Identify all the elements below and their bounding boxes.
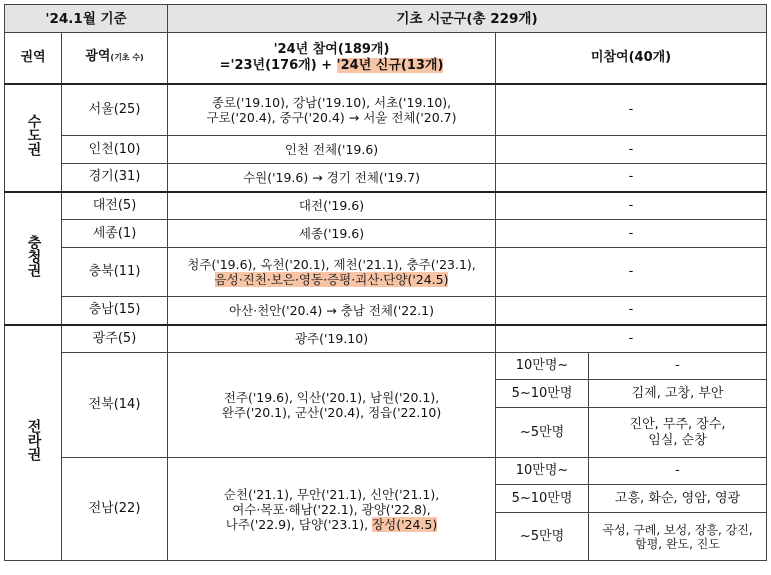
region-capital [5, 84, 62, 192]
jeonbuk-pop3-value-line1: 진안, 무주, 장수, [629, 416, 726, 432]
province-chungnam: 충남(15) [62, 297, 168, 325]
participating-jeonbuk-line1: 전주('19.6), 익산('20.1), 남원('20.1), [223, 390, 440, 405]
participating-jeonnam-2024-new: 장성('24.5) [372, 516, 438, 532]
row-incheon [5, 136, 767, 164]
province-gyeonggi: 경기(31) [62, 164, 168, 192]
participating-chungbuk-line1: 청주('19.6), 옥천('20.1), 제천('21.1), 충주('23.1), [187, 257, 476, 272]
jeonnam-pop1-value: - [589, 458, 767, 485]
participating-jeonnam-line2: 여수·목포·해남('22.1), 광양('22.8), [232, 501, 431, 517]
participating-chungbuk [168, 248, 496, 297]
province-jeonbuk: 전북(14) [62, 353, 168, 458]
row-daejeon [5, 192, 767, 220]
row-seoul [5, 84, 767, 136]
jeonbuk-pop3-value-line2: 임실, 순창 [648, 432, 707, 448]
row-jeonbuk-pop1 [5, 353, 767, 380]
region-jeolla-label: 전라권 [25, 419, 42, 462]
row-gwangju [5, 325, 767, 353]
participating-chungbuk-line2 [172, 272, 491, 287]
jeonnam-pop1-label: 10만명~ [496, 458, 589, 485]
province-sejong: 세종(1) [62, 220, 168, 248]
header-row-1 [5, 5, 767, 33]
participating-jeonbuk [168, 353, 496, 458]
participating-sejong: 세종('19.6) [168, 220, 496, 248]
total-count-header: 기초 시군구(총 229개) [168, 5, 767, 33]
participating-gwangju: 광주('19.10) [168, 325, 496, 353]
province-gwangju: 광주(5) [62, 325, 168, 353]
region-chungcheong [5, 192, 62, 325]
row-jeonnam-pop1 [5, 458, 767, 485]
participating-jeonnam [168, 458, 496, 561]
province-incheon: 인천(10) [62, 136, 168, 164]
province-chungbuk: 충북(11) [62, 248, 168, 297]
jeonbuk-pop2-label: 5~10만명 [496, 380, 589, 408]
jeonbuk-pop3-value [589, 408, 767, 458]
jeonnam-pop3-value-line2: 함평, 완도, 진도 [635, 536, 720, 551]
participating-header-line1: '24년 참여(189개) [273, 41, 390, 57]
participating-chungbuk-2024-new: 음성·진천·보은·영동·증평·괴산·단양('24.5) [214, 272, 449, 287]
jeonnam-pop2-value: 고흥, 화순, 영암, 영광 [589, 485, 767, 513]
province-header-label: 광역 [85, 49, 111, 65]
participating-seoul-line1: 종로('19.10), 강남('19.10), 서초('19.10), [211, 94, 452, 110]
participating-daejeon: 대전('19.6) [168, 192, 496, 220]
participation-table [4, 4, 767, 561]
nonparticipating-seoul: - [496, 84, 767, 136]
nonparticipating-gwangju: - [496, 325, 767, 353]
nonparticipating-daejeon: - [496, 192, 767, 220]
participating-gyeonggi: 수원('19.6) → 경기 전체('19.7) [168, 164, 496, 192]
region-chungcheong-label: 충청권 [25, 234, 42, 277]
participating-header-2023: ='23년(176개) + [219, 57, 337, 73]
nonparticipating-header: 미참여(40개) [496, 33, 767, 84]
row-chungnam [5, 297, 767, 325]
province-daejeon: 대전(5) [62, 192, 168, 220]
jeonbuk-pop3-label: ~5만명 [496, 408, 589, 458]
nonparticipating-incheon: - [496, 136, 767, 164]
region-jeolla [5, 325, 62, 561]
jeonbuk-pop2-value: 김제, 고창, 부안 [589, 380, 767, 408]
nonparticipating-gyeonggi: - [496, 164, 767, 192]
region-capital-label: 수도권 [25, 114, 42, 156]
participating-seoul [168, 84, 496, 136]
participating-incheon: 인천 전체('19.6) [168, 136, 496, 164]
row-chungbuk [5, 248, 767, 297]
jeonnam-pop3-value [589, 513, 767, 561]
participating-jeonnam-line1: 순천('21.1), 무안('21.1), 신안('21.1), [223, 486, 440, 502]
province-jeonnam: 전남(22) [62, 458, 168, 561]
participating-header-2024-new: '24년 신규(13개) [336, 57, 444, 73]
participating-header-line2 [172, 58, 491, 74]
participating-chungnam: 아산·천안('20.4) → 충남 전체('22.1) [168, 297, 496, 325]
jeonnam-pop3-value-line1: 곡성, 구례, 보성, 장흥, 강진, [602, 522, 753, 537]
jeonnam-pop2-label: 5~10만명 [496, 485, 589, 513]
province-header-sub: (기초 수) [110, 53, 144, 63]
jeonnam-pop3-label: ~5만명 [496, 513, 589, 561]
date-basis: '24.1월 기준 [5, 5, 168, 33]
nonparticipating-chungbuk: - [496, 248, 767, 297]
header-row-2 [5, 33, 767, 84]
participating-jeonnam-line3-prev: 나주('22.9), 담양('23.1), [225, 516, 373, 532]
nonparticipating-sejong: - [496, 220, 767, 248]
nonparticipating-chungnam: - [496, 297, 767, 325]
participating-jeonbuk-line2: 완주('20.1), 군산('20.4), 정읍('22.10) [221, 405, 442, 420]
province-seoul: 서울(25) [62, 84, 168, 136]
participating-header [168, 33, 496, 84]
province-header [62, 33, 168, 84]
participating-seoul-line2: 구로('20.4), 중구('20.4) → 서울 전체('20.7) [206, 109, 457, 125]
row-gyeonggi [5, 164, 767, 192]
row-sejong [5, 220, 767, 248]
jeonbuk-pop1-value: - [589, 353, 767, 380]
region-header: 권역 [5, 33, 62, 84]
jeonbuk-pop1-label: 10만명~ [496, 353, 589, 380]
participating-jeonnam-line3 [172, 517, 491, 532]
